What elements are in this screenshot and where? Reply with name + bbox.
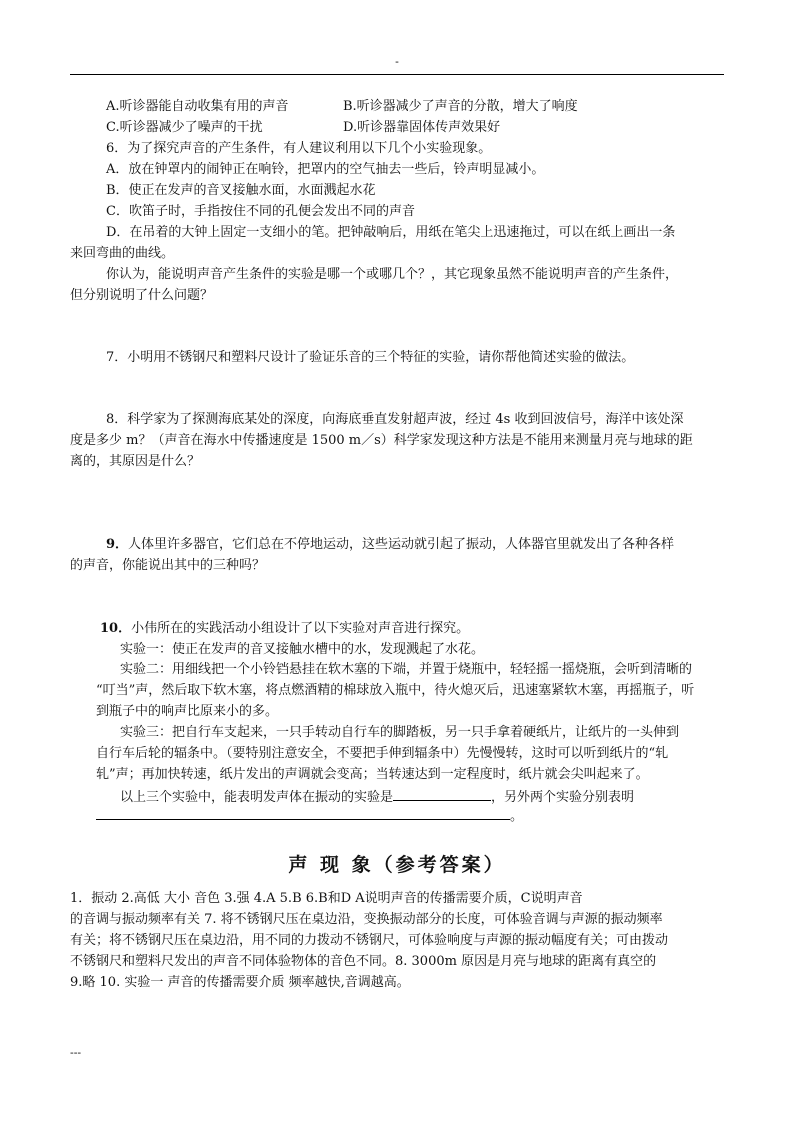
q10-experiment2-line2: “叮当”声，然后取下软木塞，将点燃酒精的棉球放入瓶中，待火熄灭后，迅速塞紧软木塞，再摇瓶子，听 [96, 683, 695, 698]
q8-line1: 8．科学家为了探测海底某处的深度，向海底垂直发射超声波，经过 4s 收到回波信号，海洋中该处深 [106, 412, 684, 427]
q6-option-d-line2: 来回弯曲的曲线。 [70, 246, 175, 261]
q6-stem: 6．为了探究声音的产生条件，有人建议利用以下几个小实验现象。 [106, 141, 492, 156]
answers-line3: 有关；将不锈钢尺压在桌边沿，用不同的力拨动不锈钢尺，可体验响度与声源的振动幅度有关；可由拨动 [70, 933, 669, 948]
answers-line2: 的音调与振动频率有关 7. 将不锈钢尺压在桌边沿，变换振动部分的长度，可体验音调与声源的振动频率 [70, 912, 663, 927]
q9-line1-text: 人体里许多器官，它们总在不停地运动，这些运动就引起了振动，人体器官里就发出了各种各样 [128, 537, 675, 552]
q10-conclusion-prefix: 以上三个实验中，能表明发声体在振动的实验是 [120, 790, 394, 805]
q10-experiment3-line1: 实验三：把自行车支起来，一只手转动自行车的脚踏板，另一只手拿着硬纸片，让纸片的一头伸到 [120, 725, 680, 740]
q8-line2: 度是多少 m？（声音在海水中传播速度是 1500 m／s）科学家发现这种方法是不能用来测量月亮与地球的距 [70, 433, 693, 448]
q10-experiment1: 实验一：使正在发声的音叉接触水槽中的水，发现溅起了水花。 [120, 642, 485, 657]
q9-line2: 的声音，你能说出其中的三种吗？ [70, 558, 266, 573]
q10-answer-blank-2[interactable] [96, 805, 510, 820]
q9-number: 9． [106, 537, 129, 552]
q10-answer-blank-1[interactable] [393, 786, 491, 801]
q10-conclusion-middle: ，另外两个实验分别表明 [491, 790, 635, 805]
page-footer-mark: --- [70, 1046, 82, 1059]
q10-experiment3-line2: 自行车后轮的辐条中。（要特别注意安全，不要把手伸到辐条中）先慢慢转，这时可以听到纸片的“轧 [96, 746, 669, 761]
answers-title: 声 现 象（参考答案） [288, 854, 506, 876]
q6-option-b: B．使正在发声的音叉接触水面，水面溅起水花 [106, 183, 376, 198]
answers-line5: 9.略 10. 实验一 声音的传播需要介质 频率越快,音调越高。 [70, 975, 410, 990]
q10-experiment2-line1: 实验二：用细线把一个小铃铛悬挂在软木塞的下端，并置于烧瓶中，轻轻摇一摇烧瓶，会听到清晰的 [120, 662, 693, 677]
q10-experiment3-line3: 轧”声；再加快转速，纸片发出的声调就会变高；当转速达到一定程度时，纸片就会尖叫起来了。 [96, 767, 649, 782]
q10-stem: 小伟所在的实践活动小组设计了以下实验对声音进行探究。 [131, 621, 470, 636]
q5-option-a: A.听诊器能自动收集有用的声音 [106, 99, 289, 114]
q7-text: 7．小明用不锈钢尺和塑料尺设计了验证乐音的三个特征的实验，请你帮他简述实验的做法。 [106, 350, 635, 365]
q6-option-a: A．放在钟罩内的闹钟正在响铃，把罩内的空气抽去一些后，铃声明显减小。 [106, 162, 545, 177]
q10-stem-line [100, 619, 469, 639]
page-header-mark: - [395, 55, 399, 68]
header-rule [70, 74, 724, 75]
q9-line1 [106, 535, 674, 555]
q10-conclusion-line2 [96, 805, 523, 827]
q5-option-d: D.听诊器靠固体传声效果好 [343, 120, 501, 135]
q5-option-c: C.听诊器减少了噪声的干扰 [106, 120, 263, 135]
q6-option-d-line1: D．在吊着的大钟上固定一支细小的笔。把钟敲响后，用纸在笔尖上迅速拖过，可以在纸上画出一条 [106, 225, 676, 240]
q6-question-line1: 你认为，能说明声音产生条件的实验是哪一个或哪几个？，其它现象虽然不能说明声音的产生条件， [106, 267, 679, 282]
q5-option-b: B.听诊器减少了声音的分散，增大了响度 [343, 99, 578, 114]
answers-line1: 1．振动 2.高低 大小 音色 3.强 4.A 5.B 6.B和D A说明声音的传播需要介质，C说明声音 [70, 891, 583, 906]
q10-number: 10． [100, 621, 132, 636]
q6-option-c: C．吹笛子时，手指按住不同的孔便会发出不同的声音 [106, 204, 415, 219]
q10-conclusion-end: 。 [510, 809, 524, 824]
q10-experiment2-line3: 到瓶子中的响声比原来小的多。 [96, 704, 279, 719]
q8-line3: 离的，其原因是什么？ [70, 454, 201, 469]
answers-line4: 不锈钢尺和塑料尺发出的声音不同体验物体的音色不同。8. 3000m 原因是月亮与地球的距离有真空的 [70, 954, 657, 969]
q6-question-line2: 但分别说明了什么问题？ [70, 288, 214, 303]
